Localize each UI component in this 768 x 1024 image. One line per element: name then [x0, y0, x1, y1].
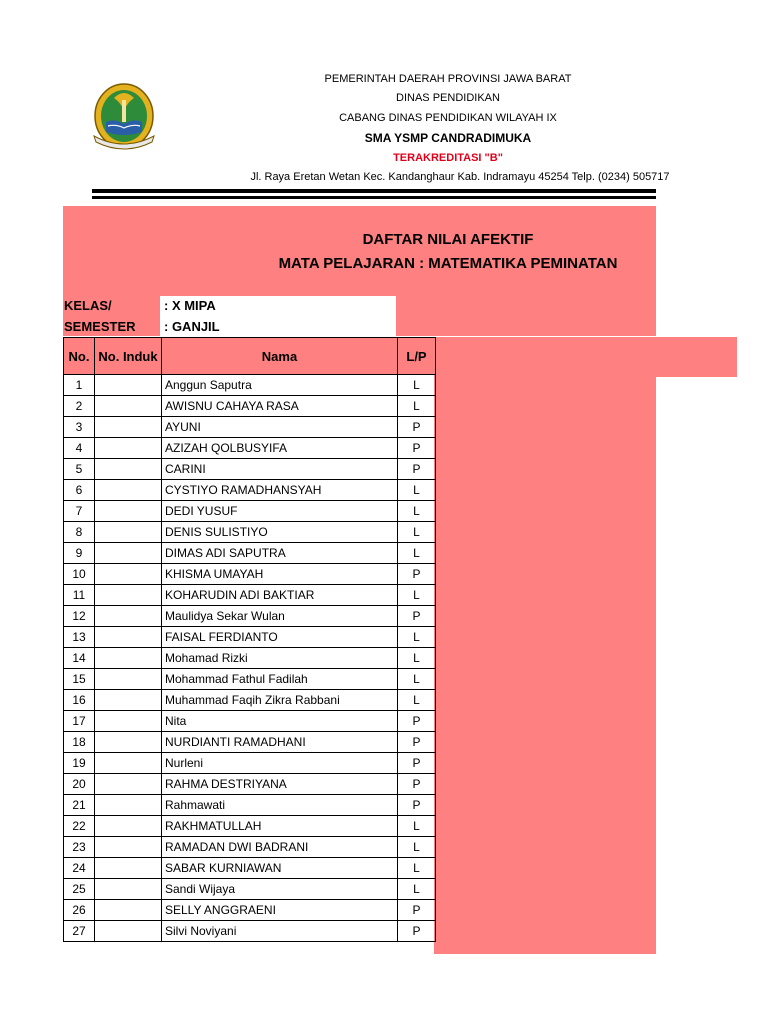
cell-nama: FAISAL FERDIANTO — [162, 627, 398, 648]
cell-nama: KOHARUDIN ADI BAKTIAR — [162, 585, 398, 606]
cell-nama: AZIZAH QOLBUSYIFA — [162, 438, 398, 459]
table-row — [64, 795, 436, 816]
cell-nama: Muhammad Faqih Zikra Rabbani — [162, 690, 398, 711]
school-address: Jl. Raya Eretan Wetan Kec. Kandanghaur Kab. Indramayu 45254 Telp. (0234) 505717 — [250, 171, 670, 183]
cell-lp: L — [398, 690, 436, 711]
cell-nama: Maulidya Sekar Wulan — [162, 606, 398, 627]
cell-nama: Rahmawati — [162, 795, 398, 816]
cell-nama: DENIS SULISTIYO — [162, 522, 398, 543]
cell-nama: CARINI — [162, 459, 398, 480]
cell-nama: NURDIANTI RAMADHANI — [162, 732, 398, 753]
dept-heading: DINAS PENDIDIKAN — [396, 92, 500, 104]
cell-lp: L — [398, 396, 436, 417]
table-row — [64, 774, 436, 795]
table-row — [64, 711, 436, 732]
cell-no: 8 — [64, 522, 95, 543]
cell-induk — [95, 669, 162, 690]
table-row — [64, 501, 436, 522]
cell-no: 26 — [64, 900, 95, 921]
cell-induk — [95, 774, 162, 795]
cell-induk — [95, 438, 162, 459]
cell-nama: SABAR KURNIAWAN — [162, 858, 398, 879]
cell-induk — [95, 858, 162, 879]
table-row — [64, 585, 436, 606]
cell-no: 9 — [64, 543, 95, 564]
cell-induk — [95, 900, 162, 921]
cell-no: 3 — [64, 417, 95, 438]
table-row — [64, 438, 436, 459]
province-logo — [92, 80, 156, 152]
cell-nama: DEDI YUSUF — [162, 501, 398, 522]
cell-nama: RAKHMATULLAH — [162, 816, 398, 837]
kelas-value: : X MIPA — [164, 298, 216, 313]
cell-induk — [95, 417, 162, 438]
cell-nama: Mohamad Rizki — [162, 648, 398, 669]
cell-induk — [95, 480, 162, 501]
cell-no: 7 — [64, 501, 95, 522]
subject-title: MATA PELAJARAN : MATEMATIKA PEMINATAN — [278, 255, 618, 272]
cell-lp: P — [398, 753, 436, 774]
cell-lp: P — [398, 459, 436, 480]
table-row — [64, 543, 436, 564]
cell-induk — [95, 711, 162, 732]
document-title: DAFTAR NILAI AFEKTIF — [362, 231, 534, 248]
cell-induk — [95, 921, 162, 942]
cell-no: 19 — [64, 753, 95, 774]
cell-induk — [95, 816, 162, 837]
table-row — [64, 375, 436, 396]
cell-nama: AYUNI — [162, 417, 398, 438]
cell-lp: P — [398, 921, 436, 942]
cell-nama: RAHMA DESTRIYANA — [162, 774, 398, 795]
table-row — [64, 480, 436, 501]
cell-induk — [95, 375, 162, 396]
cell-induk — [95, 690, 162, 711]
cell-no: 23 — [64, 837, 95, 858]
table-row — [64, 858, 436, 879]
table-row — [64, 606, 436, 627]
cell-induk — [95, 396, 162, 417]
cell-induk — [95, 543, 162, 564]
cell-lp: P — [398, 774, 436, 795]
cell-no: 21 — [64, 795, 95, 816]
table-row — [64, 669, 436, 690]
table-row — [64, 753, 436, 774]
cell-lp: L — [398, 480, 436, 501]
cell-lp: P — [398, 564, 436, 585]
cell-no: 5 — [64, 459, 95, 480]
cell-nama: AWISNU CAHAYA RASA — [162, 396, 398, 417]
table-row — [64, 732, 436, 753]
cell-induk — [95, 522, 162, 543]
cell-lp: L — [398, 375, 436, 396]
cell-lp: L — [398, 879, 436, 900]
cell-nama: Nita — [162, 711, 398, 732]
gov-heading: PEMERINTAH DAERAH PROVINSI JAWA BARAT — [324, 73, 572, 85]
header-lp: L/P — [398, 338, 436, 375]
table-row — [64, 396, 436, 417]
cell-no: 11 — [64, 585, 95, 606]
cell-lp: L — [398, 522, 436, 543]
table-row — [64, 879, 436, 900]
cell-induk — [95, 837, 162, 858]
cell-lp: L — [398, 669, 436, 690]
header-nama: Nama — [162, 338, 398, 375]
cell-nama: Anggun Saputra — [162, 375, 398, 396]
cell-induk — [95, 732, 162, 753]
cell-no: 24 — [64, 858, 95, 879]
cell-nama: Nurleni — [162, 753, 398, 774]
student-rows — [64, 375, 436, 942]
table-header-row — [64, 338, 436, 375]
table-row — [64, 816, 436, 837]
cell-nama: RAMADAN DWI BADRANI — [162, 837, 398, 858]
cell-no: 22 — [64, 816, 95, 837]
student-table — [63, 337, 436, 942]
cell-nama: SELLY ANGGRAENI — [162, 900, 398, 921]
cell-lp: P — [398, 711, 436, 732]
cell-lp: P — [398, 438, 436, 459]
cell-no: 27 — [64, 921, 95, 942]
cell-no: 6 — [64, 480, 95, 501]
cell-lp: L — [398, 627, 436, 648]
table-row — [64, 522, 436, 543]
cell-no: 20 — [64, 774, 95, 795]
table-row — [64, 459, 436, 480]
cell-lp: L — [398, 648, 436, 669]
table-row — [64, 648, 436, 669]
cell-nama: Sandi Wijaya — [162, 879, 398, 900]
cell-lp: P — [398, 606, 436, 627]
cell-induk — [95, 753, 162, 774]
cell-no: 14 — [64, 648, 95, 669]
cell-induk — [95, 627, 162, 648]
cell-nama: Mohammad Fathul Fadilah — [162, 669, 398, 690]
table-row — [64, 564, 436, 585]
divider-thick — [92, 189, 656, 193]
table-row — [64, 417, 436, 438]
cell-no: 18 — [64, 732, 95, 753]
school-name: SMA YSMP CANDRADIMUKA — [364, 131, 532, 145]
grades-area — [434, 377, 656, 954]
cell-lp: L — [398, 543, 436, 564]
table-row — [64, 837, 436, 858]
semester-label: SEMESTER — [64, 319, 136, 334]
header-induk: No. Induk — [95, 338, 162, 375]
cell-lp: P — [398, 417, 436, 438]
table-row — [64, 900, 436, 921]
cell-lp: L — [398, 816, 436, 837]
table-row — [64, 690, 436, 711]
cell-nama: KHISMA UMAYAH — [162, 564, 398, 585]
cell-lp: L — [398, 501, 436, 522]
cell-nama: CYSTIYO RAMADHANSYAH — [162, 480, 398, 501]
branch-heading: CABANG DINAS PENDIDIKAN WILAYAH IX — [339, 112, 557, 124]
cell-no: 2 — [64, 396, 95, 417]
cell-induk — [95, 879, 162, 900]
cell-no: 10 — [64, 564, 95, 585]
cell-no: 16 — [64, 690, 95, 711]
cell-lp: P — [398, 900, 436, 921]
cell-no: 25 — [64, 879, 95, 900]
cell-no: 17 — [64, 711, 95, 732]
kelas-label: KELAS/ — [64, 298, 112, 313]
divider-thin — [92, 196, 656, 199]
cell-lp: L — [398, 858, 436, 879]
cell-induk — [95, 459, 162, 480]
cell-induk — [95, 606, 162, 627]
cell-no: 13 — [64, 627, 95, 648]
cell-lp: P — [398, 795, 436, 816]
accreditation: TERAKREDITASI "B" — [393, 152, 503, 164]
table-row — [64, 921, 436, 942]
cell-lp: P — [398, 732, 436, 753]
cell-no: 1 — [64, 375, 95, 396]
cell-no: 4 — [64, 438, 95, 459]
cell-induk — [95, 795, 162, 816]
cell-lp: L — [398, 585, 436, 606]
province-emblem-icon — [92, 80, 156, 152]
semester-value: : GANJIL — [164, 319, 220, 334]
cell-induk — [95, 501, 162, 522]
cell-no: 15 — [64, 669, 95, 690]
cell-nama: Silvi Noviyani — [162, 921, 398, 942]
header-pink-extension — [434, 337, 737, 377]
cell-lp: L — [398, 837, 436, 858]
cell-no: 12 — [64, 606, 95, 627]
cell-nama: DIMAS ADI SAPUTRA — [162, 543, 398, 564]
table-row — [64, 627, 436, 648]
header-no: No. — [64, 338, 95, 375]
cell-induk — [95, 648, 162, 669]
cell-induk — [95, 585, 162, 606]
cell-induk — [95, 564, 162, 585]
